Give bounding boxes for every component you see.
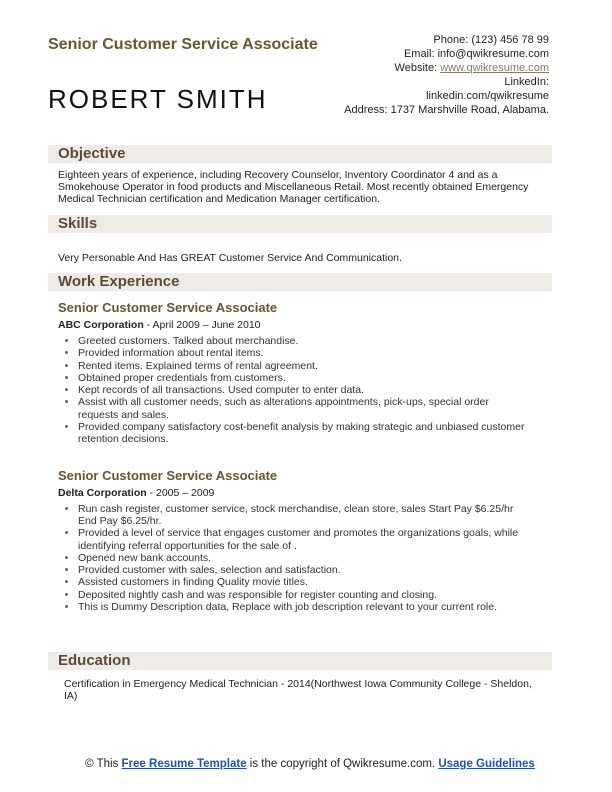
job-bullets xyxy=(48,335,552,446)
job-company-line xyxy=(58,487,552,499)
list-item: • This is Dummy Description data, Replace with job description relevant to your current role. xyxy=(78,601,552,613)
contact-email xyxy=(309,47,549,61)
job-bullets xyxy=(48,503,552,614)
job-title: Senior Customer Service Associate xyxy=(58,467,278,483)
list-item: • Assist with all customer needs, such as alterations appointments, pick-ups, special order requests and sales. xyxy=(78,396,552,421)
list-item: • Opened new bank accounts. xyxy=(78,552,552,564)
objective-heading: Objective xyxy=(48,145,552,163)
list-item: • Kept records of all transactions. Used computer to enter data. xyxy=(78,384,552,396)
education-section xyxy=(48,652,552,702)
skills-text: Very Personable And Has GREAT Customer Service And Communication. xyxy=(58,252,402,264)
free-resume-template-link[interactable]: Free Resume Template xyxy=(121,758,247,770)
list-item: • Obtained proper credentials from customers. xyxy=(78,372,552,384)
education-heading: Education xyxy=(48,652,552,670)
skills-heading: Skills xyxy=(48,215,552,233)
skills-section xyxy=(48,215,552,264)
job-entry-2 xyxy=(48,468,552,614)
contact-phone xyxy=(309,33,549,47)
footer-copyright xyxy=(80,757,540,771)
usage-guidelines-link[interactable]: Usage Guidelines xyxy=(438,758,535,770)
contact-address xyxy=(309,103,549,117)
work-heading: Work Experience xyxy=(48,273,552,291)
contact-block xyxy=(309,33,549,117)
job-dates: - April 2009 – June 2010 xyxy=(143,319,261,331)
website-label: Website: xyxy=(394,62,438,74)
candidate-name: ROBERT SMITH xyxy=(48,84,268,114)
list-item: • Run cash register, customer service, stock merchandise, clean store, sales Start Pay $6.25/hr End Pay $6.25/hr. xyxy=(78,503,552,528)
job-entry-1 xyxy=(48,300,552,446)
company-name: ABC Corporation xyxy=(58,319,144,331)
footer-middle: is the copyright of Qwikresume.com. xyxy=(246,758,439,770)
job-title: Senior Customer Service Associate xyxy=(58,300,278,315)
website-link[interactable]: www.qwikresume.com xyxy=(440,62,549,74)
contact-linkedin: linkedin.com/qwikresume xyxy=(426,90,549,102)
list-item: • Provided customer with sales, selection and satisfaction. xyxy=(78,564,552,576)
phone-label: Phone: xyxy=(433,34,469,46)
list-item: • Rented items. Explained terms of rental agreement. xyxy=(78,360,552,372)
email-label: Email: xyxy=(403,48,435,60)
list-item: • Deposited nightly cash and was responsible for register counting and closing. xyxy=(78,589,552,601)
job-company-line xyxy=(58,319,552,331)
footer-prefix: © This xyxy=(85,758,122,770)
phone-value: (123) 456 78 99 xyxy=(471,34,549,46)
list-item: • Greeted customers. Talked about merchandise. xyxy=(78,335,552,347)
list-item: • Provided information about rental items. xyxy=(78,347,552,359)
work-section xyxy=(48,273,552,613)
address-value: 1737 Marshville Road, Alabama. xyxy=(390,104,549,116)
resume-job-title: Senior Customer Service Associate xyxy=(48,36,318,53)
education-text: Certification in Emergency Medical Technician - 2014(Northwest Iowa Community College - Sheldon, IA) xyxy=(64,678,532,702)
objective-text: Eighteen years of experience, including Recovery Counselor, Inventory Coordinator 4 and as a Smokehouse Operator in food products and Miscellaneous Retail. Most recently obtained Emergency Medical Technician certification and Medication Manager certification. xyxy=(58,169,529,205)
list-item: • Provided a level of service that engages customer and promotes the organizations goals, while identifying referral opportunities for the sale of . xyxy=(78,527,552,552)
objective-section xyxy=(48,145,552,205)
company-name: Delta Corporation xyxy=(58,486,147,499)
email-value: info@qwikresume.com xyxy=(437,48,549,60)
contact-linkedin-label: LinkedIn: xyxy=(504,76,549,88)
address-label: Address: xyxy=(344,104,388,116)
job-dates: - 2005 – 2009 xyxy=(146,486,215,499)
contact-website xyxy=(309,61,549,75)
list-item: • Provided company satisfactory cost-benefit analysis by making strategic and unbiased customer retention decisions. xyxy=(78,421,552,446)
list-item: • Assisted customers in finding Quality movie titles. xyxy=(78,576,552,588)
